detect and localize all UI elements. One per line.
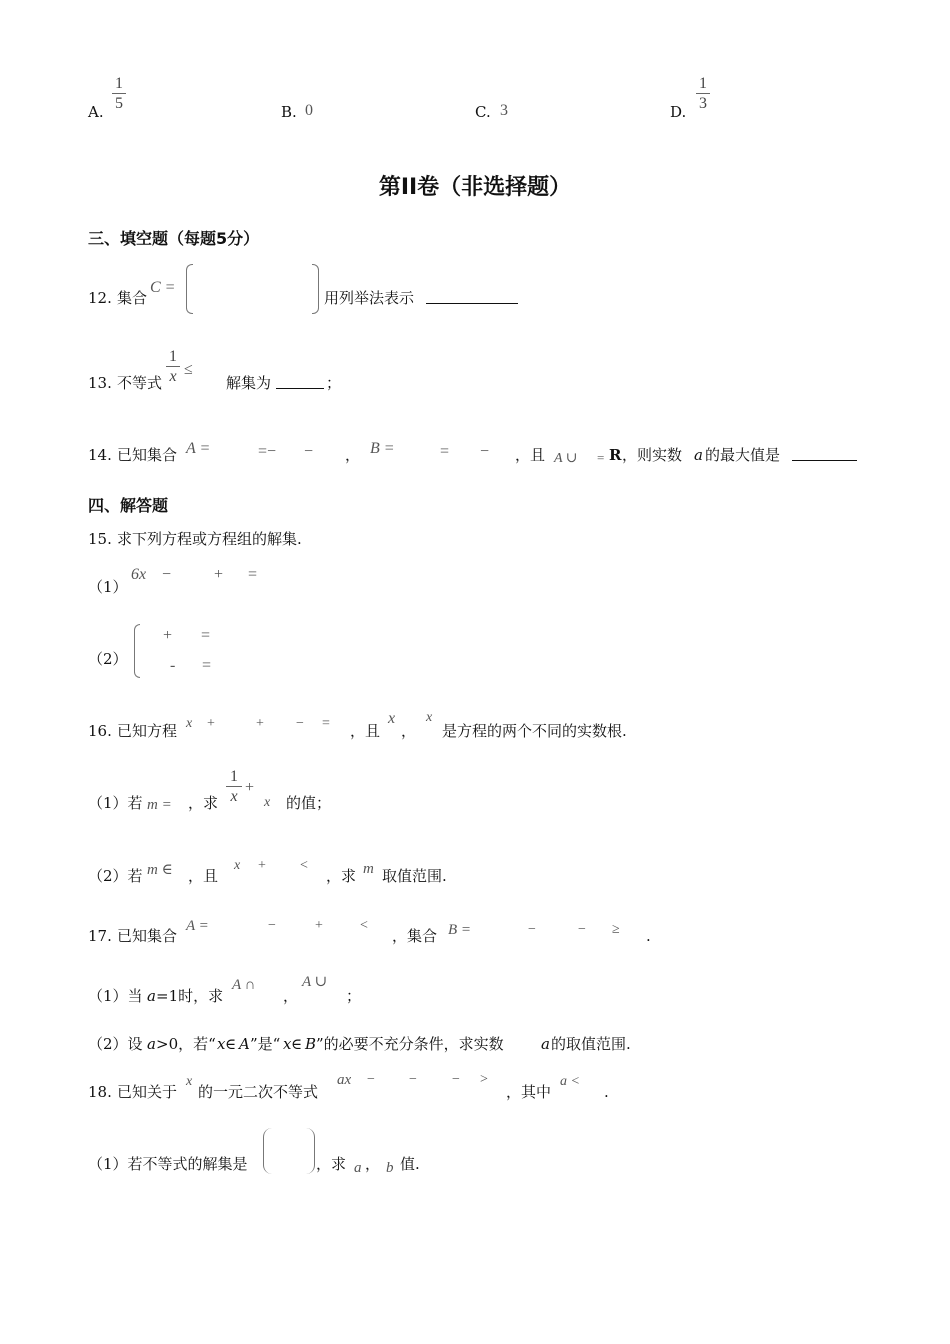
q16-x1: x [388,710,396,727]
q16-p1-end: 的值； [286,794,332,812]
q18-m3: − [409,1072,417,1087]
option-b-label: B. [281,103,297,121]
q17-math-b: B = [448,922,472,938]
q12-left-brace [186,264,193,314]
q17-text1: 已知集合 [117,927,178,945]
q18-p1-text: ，求 [316,1155,347,1173]
q16-p1-num: 1 [230,768,238,785]
section-title: 第II卷（非选择题） [378,175,572,200]
q16-p2-lt: < [300,858,308,873]
option-d-fraction [696,75,710,112]
q17-p1-cup: A ∪ [302,974,328,990]
q17-p1-comma: ， [283,987,299,1005]
option-c-value: 3 [500,102,508,119]
q16-p2-x: x [234,858,241,873]
q14-math-union: A ∪ [554,451,578,466]
q16-comma: ， [401,722,417,740]
q15-text: 求下列方程或方程组的解集. [117,530,302,548]
option-d-den: 3 [699,95,707,112]
q18-m4: − [452,1072,460,1087]
q17-m5: − [578,922,586,937]
q16-m-x: x [186,716,193,731]
q18-end: . [604,1083,609,1101]
q13-den: x [169,368,177,385]
q18-p1-a: a [354,1160,362,1176]
q17-p2-A: A [239,1035,250,1053]
q15-part2-label: （2） [88,650,128,668]
q16-x2: x [426,710,433,725]
q16-p1-text: ，求 [188,794,219,812]
q15-p2-m3: - [170,657,176,674]
q15-p1-m1: 6x [131,566,147,583]
q17-part1-label: （1）当 [88,987,143,1005]
q18-part1-label: （1）若不等式的解集是 [88,1155,248,1173]
q18-left-paren [263,1128,272,1174]
q12-text: 集合 [117,289,148,307]
q16-text2: ，且 [350,722,381,740]
option-d-label: D. [670,103,687,121]
q18-text1: 已知关于 [117,1083,178,1101]
q18-m2: − [367,1072,375,1087]
q17-p1-eq: =1时，求 [156,987,224,1005]
q18-m5: > [480,1072,488,1087]
q16-p2-plus: + [258,858,266,873]
q16-p2-text2: ，求 [326,867,357,885]
q13-fraction [166,348,180,385]
q13-num: 1 [169,348,177,365]
q17-m1: − [268,918,276,933]
q17-p1-a: a [147,987,156,1005]
q14-text2: ，且 [515,446,546,464]
q17-p2-a2: a [541,1035,550,1053]
q16-p2-m2: m [363,861,374,877]
q14-m4: − [480,443,490,460]
option-a-fraction [112,75,126,112]
q15-p1-m4: = [248,566,258,583]
q18-m-x: x [186,1074,193,1089]
q17-p2-in2: ∈ [291,1035,303,1053]
q17-p2-text2: ”是“ [250,1035,281,1053]
q14-text3: ，则实数 [622,446,683,464]
q15-p2-m1: + [163,627,173,644]
q17-p2-in1: ∈ [225,1035,237,1053]
q14-var-a: a [694,446,703,464]
q14-m3: = [440,443,450,460]
q17-math-a: A = [186,918,209,934]
q12-text2: 用列举法表示 [324,289,415,307]
q17-m6: ≥ [612,922,620,937]
q13-text2: 解集为 [226,374,272,392]
q16-part1-label: （1）若 [88,794,143,812]
q14-m5: = [597,450,605,465]
q17-number: 17. [88,927,112,945]
q18-p1-b: b [386,1160,394,1176]
q18-right-paren [306,1128,315,1174]
q13-answer-blank[interactable] [276,374,324,389]
q18-p1-comma: ， [365,1155,381,1173]
q18-text3: ，其中 [506,1083,552,1101]
q16-p2-m: m ∈ [147,862,173,878]
q17-p2-text: >0，若“ [156,1035,216,1053]
q14-m2: − [304,443,314,460]
q18-number: 18. [88,1083,112,1101]
q16-m-plus1: + [207,716,215,731]
q17-m2: + [315,918,323,933]
q12-number: 12. [88,289,112,307]
q16-p1-x2: x [264,795,271,810]
q14-math-b: B = [370,440,395,457]
q15-system-brace [134,624,140,678]
q16-p1-plus: + [245,779,255,796]
q17-p2-a: a [147,1035,156,1053]
option-a-label: A. [88,103,104,121]
q17-p1-end: ； [346,987,362,1005]
q13-number: 13. [88,374,112,392]
part3-heading: 三、填空题（每题5分） [88,229,260,248]
q14-math-a: A = [186,440,211,457]
q17-part2-label: （2）设 [88,1035,143,1053]
q16-text3: 是方程的两个不同的实数根. [442,722,627,740]
q13-text: 不等式 [117,374,163,392]
q15-p2-m4: = [202,657,212,674]
q14-text: 已知集合 [117,446,178,464]
q13-end: ； [326,374,342,392]
option-b-value: 0 [305,102,313,119]
q14-m1: =− [258,443,277,460]
q15-p1-m3: + [214,566,224,583]
q17-p2-text3: ”的必要不充分条件，求实数 [316,1035,504,1053]
q17-p2-x1: x [217,1035,226,1053]
q18-text2: 的一元二次不等式 [198,1083,319,1101]
q16-m-plus2: + [256,716,264,731]
q14-number: 14. [88,446,112,464]
option-a-den: 5 [115,95,123,112]
q12-answer-blank[interactable] [426,289,518,304]
q15-part1-label: （1） [88,578,128,596]
q18-m-a: a < [560,1074,580,1089]
q14-comma1: ， [345,446,361,464]
q17-p2-x2: x [283,1035,292,1053]
q17-m3: < [360,918,368,933]
q18-m1: ax [337,1072,352,1088]
q16-part2-label: （2）若 [88,867,143,885]
q15-p2-m2: = [201,627,211,644]
q17-p1-cap: A ∩ [232,977,256,993]
q18-p1-end: 值. [400,1155,420,1173]
option-d-num: 1 [699,75,707,92]
q12-math-c: C = [150,279,176,296]
q16-text1: 已知方程 [117,722,178,740]
q16-m-eq: = [322,716,330,731]
q17-p2-end: 的取值范围. [551,1035,631,1053]
q16-p1-m: m = [147,797,172,813]
q14-text4: 的最大值是 [705,446,781,464]
q17-m4: − [528,922,536,937]
q13-leq: ≤ [184,361,193,378]
q16-p1-x1: x [230,788,238,805]
q16-p2-text: ，且 [188,867,219,885]
q16-number: 16. [88,722,112,740]
part4-heading: 四、解答题 [88,496,169,515]
q14-answer-blank[interactable] [792,446,857,461]
q14-bold-r: R [609,446,622,464]
q12-right-brace [312,264,319,314]
q17-p2-B: B [305,1035,317,1053]
option-a-num: 1 [115,75,123,92]
q16-p1-fraction1 [226,768,242,805]
q17-end: . [646,927,651,945]
q17-text2: ，集合 [392,927,438,945]
q16-p2-end: 取值范围. [382,867,447,885]
q15-p1-m2: − [162,566,172,583]
q16-m-minus: − [296,716,304,731]
option-c-label: C. [475,103,491,121]
q15-number: 15. [88,530,112,548]
